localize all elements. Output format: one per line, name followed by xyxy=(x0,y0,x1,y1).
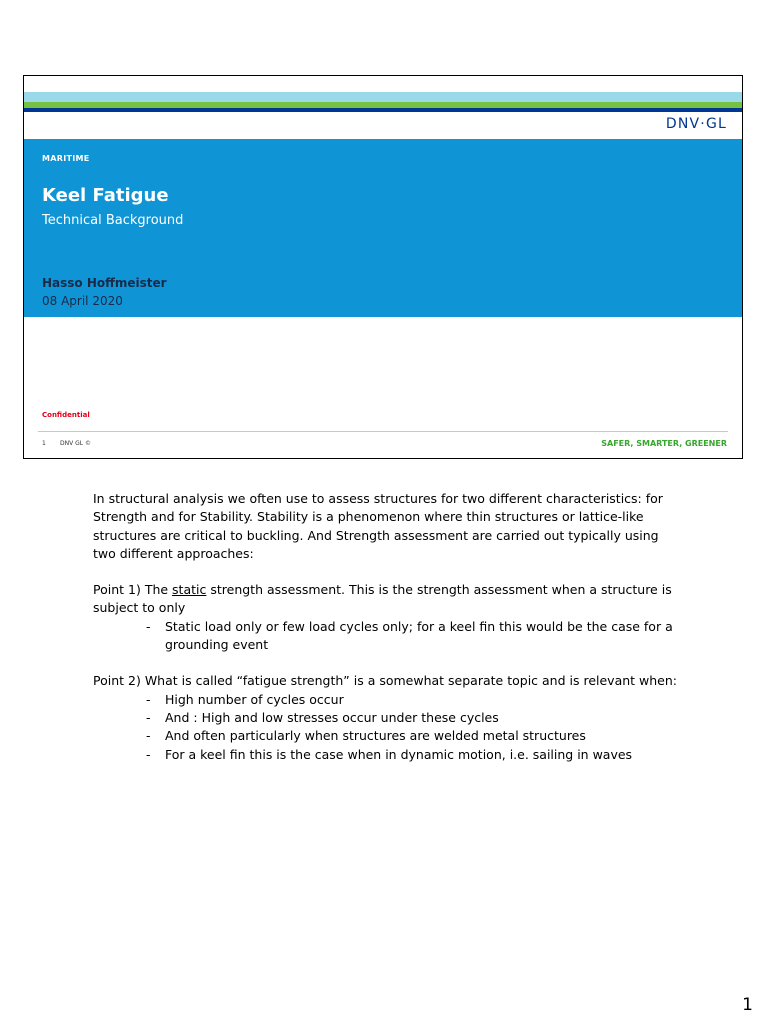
bullet-text: And often particularly when structures are welded metal structures xyxy=(165,728,586,744)
notes-point-1 xyxy=(93,581,683,618)
notes-point-2: Point 2) What is called “fatigue strength” is a somewhat separate topic and is relevant when: xyxy=(93,673,678,689)
point1-prefix: Point 1) The xyxy=(93,582,173,598)
presentation-date: 08 April 2020 xyxy=(42,294,123,308)
point1-underlined: static xyxy=(172,582,207,598)
bullet-text: Static load only or few load cycles only; for a keel fin this would be the case for a grounding event xyxy=(165,618,673,653)
bullet-dash: - xyxy=(146,728,151,744)
dnvgl-logo: DNV·GL xyxy=(665,116,727,132)
bullet-dash: - xyxy=(146,709,151,725)
bullet-text: And : High and low stresses occur under these cycles xyxy=(165,709,499,725)
bullet-text: For a keel fin this is the case when in dynamic motion, i.e. sailing in waves xyxy=(165,746,633,762)
speaker-notes xyxy=(93,490,683,764)
section-label: MARITIME xyxy=(42,154,90,163)
author-name: Hasso Hoffmeister xyxy=(42,276,167,290)
page-number: 1 xyxy=(742,995,753,1015)
tagline: SAFER, SMARTER, GREENER xyxy=(601,439,727,448)
list-item xyxy=(93,727,683,745)
list-item xyxy=(93,746,683,764)
slide-title: Keel Fatigue xyxy=(42,185,169,206)
footer-divider xyxy=(38,431,728,432)
notes-intro: In structural analysis we often use to assess structures for two different characteristics: for Strength and for Stability. Stability is a phenomenon where thin structures or lattice-like structures are critical to buckling. And Strength assessment are carried out typically using two different approaches: xyxy=(93,491,663,561)
point1-suffix: strength assessment. This is the strength assessment when a structure is subject to only xyxy=(93,582,672,616)
header-stripe-navy xyxy=(24,108,742,112)
confidential-label: Confidential xyxy=(42,411,90,419)
list-item xyxy=(93,709,683,727)
point2-bullet-list xyxy=(93,691,683,764)
bullet-text: High number of cycles occur xyxy=(165,691,344,707)
list-item xyxy=(93,618,683,655)
bullet-dash: - xyxy=(146,618,151,634)
copyright-text: DNV GL © xyxy=(60,440,92,447)
header-stripe-lightblue xyxy=(24,92,742,102)
slide-subtitle: Technical Background xyxy=(42,213,184,228)
slide-thumbnail xyxy=(23,75,743,459)
bullet-dash: - xyxy=(146,691,151,707)
point1-bullet-list xyxy=(93,618,683,655)
list-item xyxy=(93,691,683,709)
slide-number: 1 xyxy=(42,440,46,447)
title-band xyxy=(24,139,742,317)
bullet-dash: - xyxy=(146,746,151,762)
